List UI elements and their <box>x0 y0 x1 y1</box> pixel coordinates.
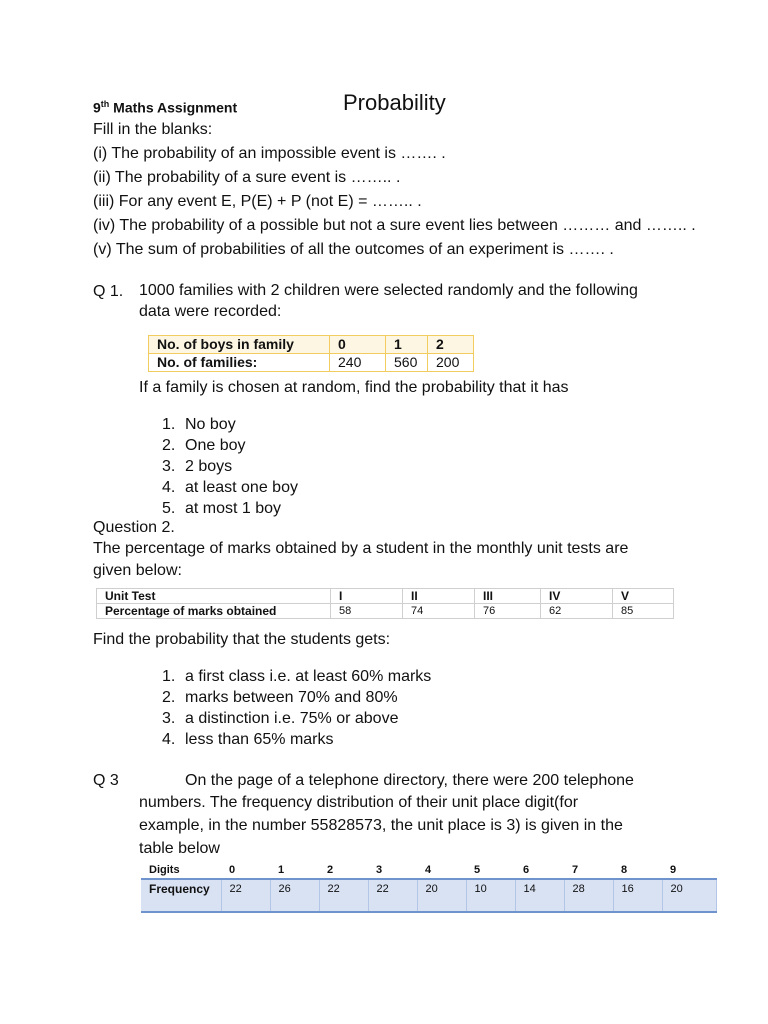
table-cell: II <box>403 589 475 604</box>
table-row <box>141 862 717 879</box>
table-cell: 0 <box>229 864 236 876</box>
table-cell: 62 <box>541 604 613 619</box>
table-cell: 74 <box>403 604 475 619</box>
table-cell: 240 <box>330 354 386 372</box>
q3-text-line: example, in the number 55828573, the unit place is 3) is given in the <box>139 817 623 834</box>
q1-text-line: data were recorded: <box>139 303 282 320</box>
blank-item: (iii) For any event E, P(E) + P (not E) = …….. . <box>93 193 422 210</box>
list-item: 3. 2 boys <box>162 458 233 475</box>
table-cell: 22 <box>221 879 270 912</box>
fill-blanks-heading: Fill in the blanks: <box>93 121 213 138</box>
unit-test-table <box>96 588 674 619</box>
table-cell: 2 <box>428 336 474 354</box>
q3-text-line: numbers. The frequency distribution of their unit place digit(for <box>139 794 579 811</box>
table-cell: V <box>613 589 674 604</box>
table-row <box>141 879 717 912</box>
q3-label: Q 3 <box>93 772 119 789</box>
table-row <box>149 336 474 354</box>
table-cell: 22 <box>368 879 417 912</box>
digit-frequency-table <box>141 862 717 913</box>
list-item: 4. less than 65% marks <box>162 731 334 748</box>
blank-item: (i) The probability of an impossible event is ……. . <box>93 145 446 162</box>
table-cell: 76 <box>475 604 541 619</box>
list-item: 2. marks between 70% and 80% <box>162 689 398 706</box>
q1-prompt: If a family is chosen at random, find the probability that it has <box>139 379 569 396</box>
table-cell: 200 <box>428 354 474 372</box>
table-row <box>149 354 474 372</box>
table-cell: 9 <box>670 864 677 876</box>
table-cell: 7 <box>572 864 579 876</box>
q1-text-line: 1000 families with 2 children were selected randomly and the following <box>139 282 638 299</box>
list-item: 2. One boy <box>162 437 246 454</box>
table-cell: 14 <box>515 879 564 912</box>
table-cell: III <box>475 589 541 604</box>
q1-options-list <box>162 414 298 519</box>
q1-label: Q 1. <box>93 283 124 300</box>
blank-item: (v) The sum of probabilities of all the outcomes of an experiment is ……. . <box>93 241 614 258</box>
blank-item: (iv) The probability of a possible but not a sure event lies between ……… and …….. . <box>93 217 696 234</box>
q2-text-line: The percentage of marks obtained by a student in the monthly unit tests are <box>93 540 629 557</box>
list-item: 4. at least one boy <box>162 479 298 496</box>
table-cell: 20 <box>662 879 717 912</box>
table-cell: 8 <box>621 864 628 876</box>
table-cell: IV <box>541 589 613 604</box>
table-cell: 58 <box>331 604 403 619</box>
table-cell: 85 <box>613 604 674 619</box>
table-cell: 20 <box>417 879 466 912</box>
table-cell: 26 <box>270 879 319 912</box>
table-cell: 1 <box>278 864 285 876</box>
table-cell: Frequency <box>141 879 221 912</box>
table-row <box>97 604 674 619</box>
table-cell: 1 <box>386 336 428 354</box>
assignment-label: 9th Maths Assignment <box>93 99 238 116</box>
table-row <box>97 589 674 604</box>
list-item: 5. at most 1 boy <box>162 500 282 517</box>
q2-text-line: given below: <box>93 562 182 579</box>
q2-label: Question 2. <box>93 519 175 536</box>
table-cell: 16 <box>613 879 662 912</box>
table-cell: 22 <box>319 879 368 912</box>
table-cell: Percentage of marks obtained <box>97 604 331 619</box>
page-title: Probability <box>343 90 446 115</box>
list-item: 1. a first class i.e. at least 60% marks <box>162 668 432 685</box>
table-cell: 3 <box>376 864 383 876</box>
boys-families-table <box>148 335 474 372</box>
table-cell: 10 <box>466 879 515 912</box>
table-cell: 0 <box>330 336 386 354</box>
table-cell: 6 <box>523 864 530 876</box>
table-cell: Unit Test <box>97 589 331 604</box>
table-cell: No. of boys in family <box>149 336 330 354</box>
table-cell: No. of families: <box>149 354 330 372</box>
list-item: 3. a distinction i.e. 75% or above <box>162 710 399 727</box>
table-cell: Digits <box>149 864 180 876</box>
table-cell: 560 <box>386 354 428 372</box>
blank-item: (ii) The probability of a sure event is …….. . <box>93 169 401 186</box>
table-cell: 2 <box>327 864 334 876</box>
q2-prompt: Find the probability that the students gets: <box>93 631 391 648</box>
table-cell: 4 <box>425 864 432 876</box>
table-cell: 28 <box>564 879 613 912</box>
table-cell: I <box>331 589 403 604</box>
q2-options-list <box>162 666 431 750</box>
q3-text-line: On the page of a telephone directory, there were 200 telephone <box>185 772 634 789</box>
table-cell: 5 <box>474 864 481 876</box>
q3-text-line: table below <box>139 840 220 857</box>
list-item: 1. No boy <box>162 416 236 433</box>
